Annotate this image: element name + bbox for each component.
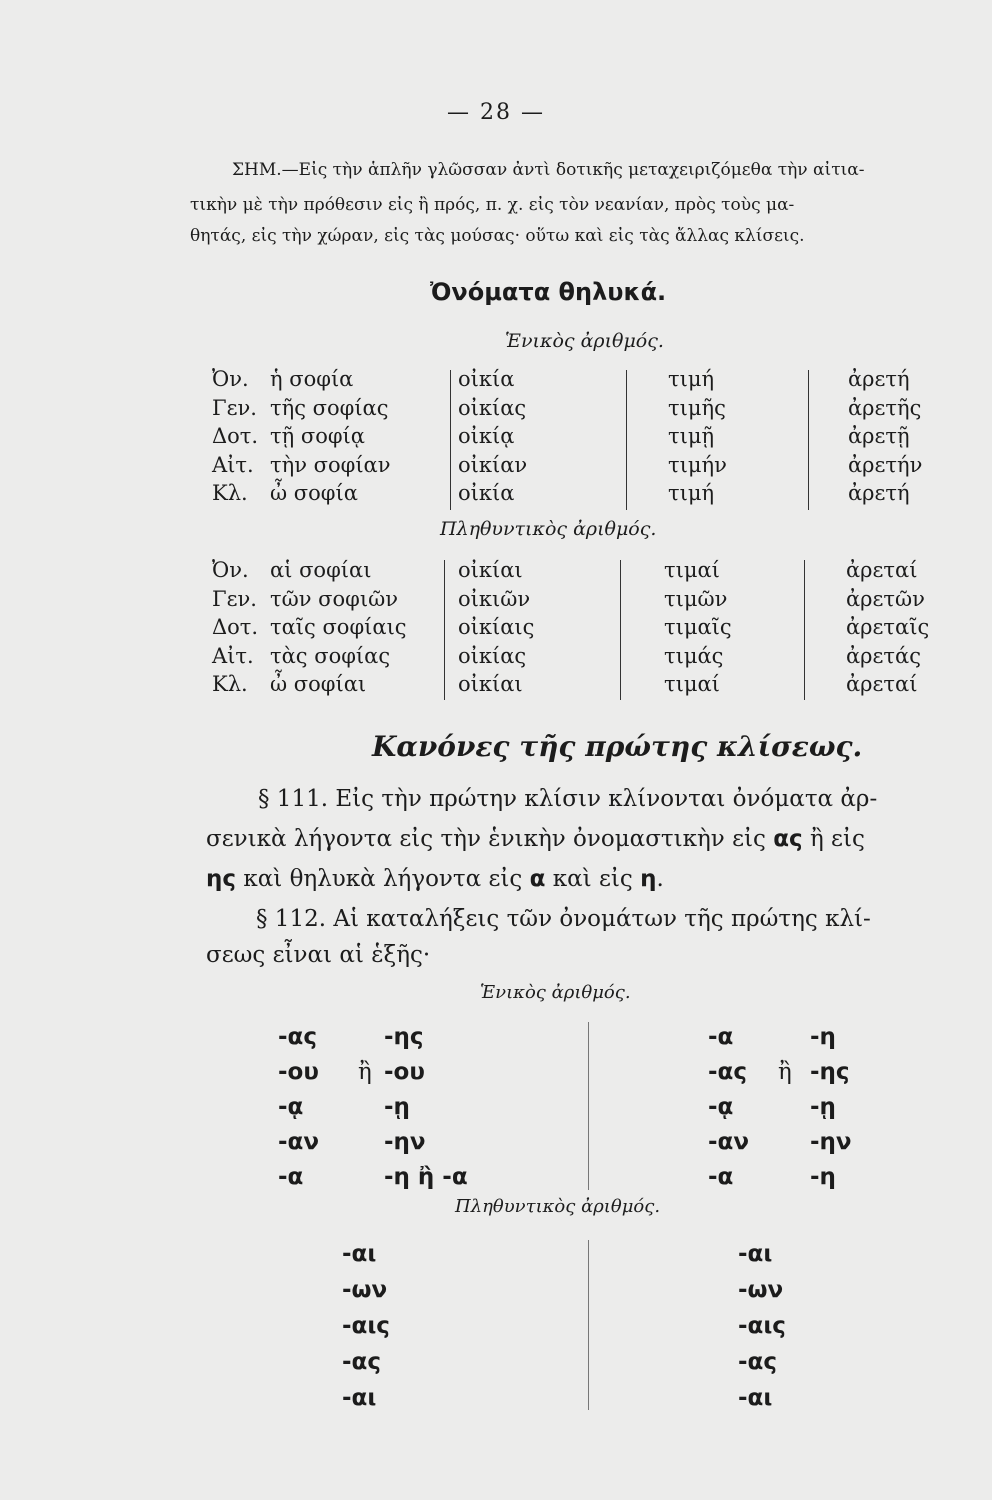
column-divider — [620, 560, 621, 700]
ending-e: η — [640, 866, 657, 892]
ending-cell: -ης — [810, 1059, 850, 1085]
text: σενικὰ λήγοντα εἰς τὴν ἑνικὴν ὀνομαστικὴν εἰς — [206, 826, 774, 852]
endings-column — [708, 1020, 749, 1195]
table-cell: οἰκίας — [458, 395, 527, 420]
table-cell: οἰκίαις — [458, 615, 535, 639]
page-number: — 28 — — [447, 100, 545, 125]
column-divider — [588, 1022, 589, 1190]
case-label: Κλ. — [212, 672, 248, 696]
ending-cell: -α — [708, 1164, 734, 1190]
ending-cell: -η — [810, 1024, 836, 1050]
or-column — [778, 1020, 792, 1090]
ending-cell: -ων — [342, 1277, 388, 1303]
table-cell: τὴν σοφίαν — [270, 452, 391, 477]
text: καὶ εἰς — [545, 866, 641, 892]
or-column — [358, 1020, 372, 1090]
table-cell: οἰκίαι — [458, 672, 523, 696]
ending-cell: -α — [708, 1024, 734, 1050]
ending-as: ας — [773, 826, 803, 852]
ending-cell: -ας — [278, 1024, 317, 1050]
ending-cell: -αν — [708, 1129, 750, 1155]
case-label: Αἰτ. — [212, 643, 254, 668]
case-label: Γεν. — [212, 586, 257, 611]
text: ἢ εἰς — [802, 826, 865, 852]
paragraph-line — [206, 866, 664, 892]
table-cell: ἀρετῇ — [848, 424, 910, 448]
text: . — [656, 866, 664, 892]
case-label: Δοτ. — [212, 615, 259, 639]
ending-cell: -η ἢ -α — [384, 1164, 468, 1190]
ending-cell: -ης — [384, 1024, 424, 1050]
paragraph-line: § 111. Εἰς τὴν πρώτην κλίσιν κλίνονται ὀνόματα ἀρ- — [258, 786, 878, 812]
table-cell: οἰκίᾳ — [458, 424, 515, 448]
endings-column — [278, 1020, 319, 1195]
column-arete — [846, 556, 929, 699]
ending-cell: -ῃ — [810, 1094, 836, 1120]
case-label: Κλ. — [212, 481, 248, 505]
table-cell: τῆς σοφίας — [270, 395, 389, 420]
ending-cell: -ην — [384, 1129, 426, 1155]
table-cell: οἰκίαν — [458, 452, 528, 477]
table-cell: οἰκίαι — [458, 558, 523, 582]
column-time — [668, 365, 727, 508]
ending-cell: -αι — [342, 1385, 377, 1411]
ending-a: α — [529, 866, 546, 892]
table-cell: ὦ σοφίαι — [270, 672, 367, 696]
case-label: Δοτ. — [212, 424, 259, 448]
or-word — [778, 1020, 792, 1055]
ending-cell: -ην — [810, 1129, 852, 1155]
table-cell: ἀρεταῖς — [846, 615, 930, 639]
endings-column — [810, 1020, 852, 1195]
column-arete — [848, 365, 922, 508]
table-cell: τῇ σοφίᾳ — [270, 424, 365, 448]
table-cell: τιμή — [668, 367, 715, 391]
table-cell: ἀρετή — [848, 367, 910, 391]
case-label: Ὀν. — [212, 367, 249, 391]
column-divider — [450, 370, 451, 510]
column-oikia — [458, 556, 534, 699]
table-cell: ἀρετήν — [848, 452, 923, 477]
table-cell: ταῖς σοφίαις — [270, 615, 407, 639]
ending-cell: -αι — [738, 1241, 773, 1267]
ending-cell: -η — [810, 1164, 836, 1190]
case-label: Αἰτ. — [212, 452, 254, 477]
table-cell: τὰς σοφίας — [270, 643, 391, 668]
paragraph-line — [206, 826, 865, 852]
ending-cell: -ας — [708, 1059, 747, 1085]
table-cell: οἰκία — [458, 367, 515, 391]
endings-plural-label: Πληθυντικὸς ἀριθμός. — [455, 1196, 661, 1217]
case-labels — [212, 556, 258, 699]
text: καὶ θηλυκὰ λήγοντα εἰς — [236, 866, 530, 892]
ending-cell: -ᾳ — [708, 1094, 734, 1120]
case-label: Γεν. — [212, 395, 257, 420]
endings-singular-label: Ἑνικὸς ἀριθμός. — [480, 982, 631, 1003]
table-cell: τιμαί — [664, 672, 720, 696]
ending-cell: -ων — [738, 1277, 784, 1303]
case-label: Ὀν. — [212, 558, 249, 582]
table-cell: ἀρεταί — [846, 672, 918, 696]
rules-title: Κανόνες τῆς πρώτης κλίσεως. — [372, 730, 863, 763]
table-cell: οἰκία — [458, 481, 515, 505]
case-labels — [212, 365, 258, 508]
table-cell: τιμῶν — [664, 586, 728, 611]
column-divider — [804, 560, 805, 700]
endings-column — [738, 1236, 786, 1416]
column-sofia — [270, 365, 391, 508]
section-heading: Ὀνόματα θηλυκά. — [430, 278, 667, 306]
table-cell: ἀρετάς — [846, 643, 921, 668]
table-cell: τιμήν — [668, 452, 727, 477]
ending-cell: -αν — [278, 1129, 320, 1155]
column-time — [664, 556, 732, 699]
endings-column — [342, 1236, 390, 1416]
or-word: ἢ — [778, 1059, 792, 1085]
table-cell: τιμῆς — [668, 395, 726, 420]
table-cell: ἀρετῶν — [846, 586, 925, 611]
table-cell: τιμῇ — [668, 424, 715, 448]
column-divider — [444, 560, 445, 700]
ending-cell: -αις — [342, 1313, 390, 1339]
or-word — [358, 1020, 372, 1055]
paragraph-line: § 112. Αἱ καταλήξεις τῶν ὀνομάτων τῆς πρώτης κλί- — [256, 906, 871, 932]
ending-cell: -αις — [738, 1313, 786, 1339]
plural-label: Πληθυντικὸς ἀριθμός. — [440, 518, 657, 540]
note-line: ΣΗΜ.—Εἰς τὴν ἁπλῆν γλῶσσαν ἀντὶ δοτικῆς μεταχειριζόμεθα τὴν αἰτια- — [232, 160, 865, 180]
table-cell: ἡ σοφία — [270, 367, 354, 391]
ending-cell: -α — [278, 1164, 304, 1190]
or-word: ἢ — [358, 1059, 372, 1085]
column-sofia — [270, 556, 407, 699]
ending-cell: -ου — [278, 1059, 319, 1085]
table-cell: τιμαί — [664, 558, 720, 582]
table-cell: οἰκιῶν — [458, 586, 531, 611]
singular-label: Ἑνικὸς ἀριθμός. — [505, 330, 664, 352]
table-cell: ἀρετή — [848, 481, 910, 505]
table-cell: ἀρεταί — [846, 558, 918, 582]
column-divider — [626, 370, 627, 510]
note-line: θητάς, εἰς τὴν χώραν, εἰς τὰς μούσας· οὕτω καὶ εἰς τὰς ἄλλας κλίσεις. — [190, 226, 805, 246]
note-line: τικὴν μὲ τὴν πρόθεσιν εἰς ἢ πρός, π. χ. εἰς τὸν νεανίαν, πρὸς τοὺς μα- — [190, 195, 795, 215]
ending-cell: -ῃ — [384, 1094, 410, 1120]
ending-cell: -αι — [738, 1385, 773, 1411]
ending-cell: -ας — [738, 1349, 777, 1375]
paragraph-line: σεως εἶναι αἱ ἑξῆς· — [206, 942, 431, 968]
column-divider — [588, 1240, 589, 1410]
ending-cell: -ᾳ — [278, 1094, 304, 1120]
ending-es: ης — [206, 866, 237, 892]
ending-cell: -ου — [384, 1059, 425, 1085]
table-cell: τιμή — [668, 481, 715, 505]
table-cell: οἰκίας — [458, 643, 527, 668]
table-cell: τιμάς — [664, 643, 724, 668]
column-divider — [808, 370, 809, 510]
table-cell: τιμαῖς — [664, 615, 732, 639]
table-cell: τῶν σοφιῶν — [270, 586, 398, 611]
column-oikia — [458, 365, 527, 508]
ending-cell: -ας — [342, 1349, 381, 1375]
endings-column — [384, 1020, 468, 1195]
ending-cell: -αι — [342, 1241, 377, 1267]
table-cell: ἀρετῆς — [848, 395, 922, 420]
table-cell: ὦ σοφία — [270, 481, 358, 505]
table-cell: αἱ σοφίαι — [270, 558, 372, 582]
